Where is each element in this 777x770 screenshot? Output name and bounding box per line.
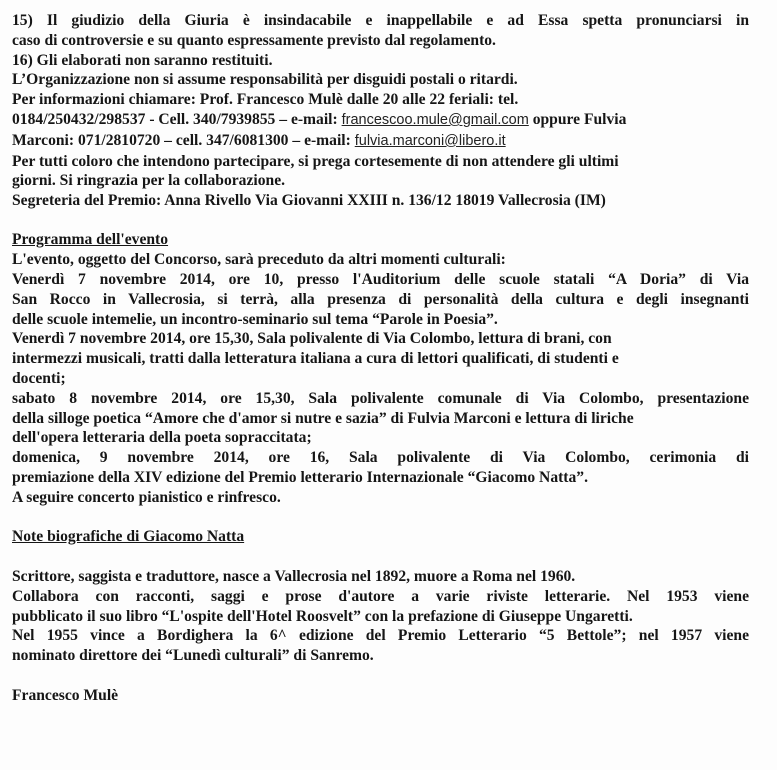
info-line-3 [12,131,749,152]
bio-heading: Note biografiche di Giacomo Natta [12,528,245,546]
spacer [12,547,749,567]
program-item-1-line-1: Venerdì 7 novembre 2014, ore 10, presso l'Auditorium delle scuole statali “A Doria” di Via [12,271,749,289]
email-link-francesco[interactable]: francescoo.mule@gmail.com [341,111,529,128]
program-item-4-line-1: domenica, 9 novembre 2014, ore 16, Sala polivalente di Via Colombo, cerimonia di [12,449,749,467]
program-item-2-line-1: Venerdì 7 novembre 2014, ore 15,30, Sala polivalente di Via Colombo, lettura di brani, con [12,330,612,348]
info-line-2-text: 0184/250432/298537 - Cell. 340/7939855 – e-mail: [12,110,342,128]
spacer [12,211,749,231]
organization-disclaimer: L’Organizzazione non si assume responsabilità per disguidi postali o ritardi. [12,71,518,89]
program-item-3-line-1: sabato 8 novembre 2014, ore 15,30, Sala polivalente comunale di Via Colombo, presentazione [12,389,749,407]
program-item-2-line-2: intermezzi musicali, tratti dalla letteratura italiana a cura di lettori qualificati, di studenti e [12,350,619,368]
program-item-3-line-2: della silloge poetica “Amore che d'amor si nutre e sazia” di Fulvia Marconi e lettura di liriche [12,409,634,427]
program-item-2-line-3: docenti; [12,370,66,388]
program-item-4-line-2: premiazione della XIV edizione del Premio letterario Internazionale “Giacomo Natta”. [12,469,588,487]
program-heading: Programma dell'evento [12,231,169,249]
rule-15-line-1: 15) Il giudizio della Giuria è insindacabile e inappellabile e ad Essa spetta pronunciarsi in [12,12,749,29]
spacer [12,508,749,528]
info-line-1: Per informazioni chiamare: Prof. Francesco Mulè dalle 20 alle 22 feriali: tel. [12,91,519,109]
bio-line-4: Nel 1955 vince a Bordighera la 6^ edizione del Premio Letterario “5 Bettole”; nel 1957 viene [12,627,749,645]
info-line-2-suffix: oppure Fulvia [528,110,627,128]
bio-line-2: Collabora con racconti, saggi e prose d'autore a varie riviste letterarie. Nel 1953 viene [12,587,749,605]
bio-line-3: pubblicato il suo libro “L'ospite dell'Hotel Roosvelt” con la prefazione di Giuseppe Ungaretti. [12,607,633,625]
program-item-1-line-3: delle scuole intemelie, un incontro-seminario sul tema “Parole in Poesia”. [12,310,498,328]
program-item-3-line-3: dell'opera letteraria della poeta sopraccitata; [12,429,312,447]
bio-line-5: nominato direttore dei “Lunedì culturali” di Sanremo. [12,647,374,665]
rule-15-line-2: caso di controversie e su quanto espressamente previsto dal regolamento. [12,31,496,49]
secretariat-address: Segreteria del Premio: Anna Rivello Via Giovanni XXIII n. 136/12 18019 Vallecrosia (IM) [12,192,606,210]
bio-line-1: Scrittore, saggista e traduttore, nasce a Vallecrosia nel 1892, muore a Roma nel 1960. [12,567,576,585]
signature: Francesco Mulè [12,686,119,704]
info-line-3-text: Marconi: 071/2810720 – cell. 347/6081300 – e-mail: [12,131,355,149]
email-link-fulvia[interactable]: fulvia.marconi@libero.it [354,132,506,149]
info-line-2 [12,110,749,131]
rule-16: 16) Gli elaborati non saranno restituiti. [12,51,273,69]
program-intro: L'evento, oggetto del Concorso, sarà preceduto da altri momenti culturali: [12,251,506,269]
participate-line-1: Per tutti coloro che intendono partecipare, si prega cortesemente di non attendere gli ultimi [12,152,619,170]
program-item-1-line-2: San Rocco in Vallecrosia, si terrà, alla presenza di personalità della cultura e degli insegnanti [12,290,749,308]
spacer [12,666,749,686]
program-item-4-line-3: A seguire concerto pianistico e rinfresco. [12,488,281,506]
participate-line-2: giorni. Si ringrazia per la collaborazione. [12,172,286,190]
